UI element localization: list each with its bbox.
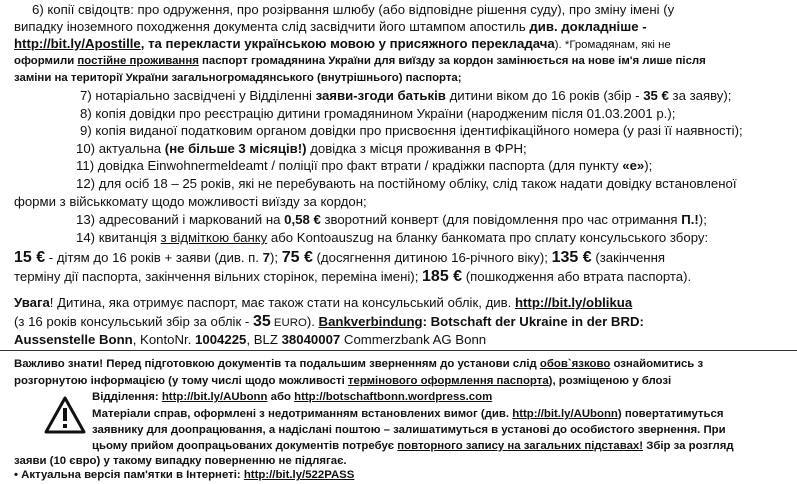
aubonn-link[interactable]: http://bit.ly/AUbonn (161, 391, 268, 403)
warning-triangle-icon (44, 396, 86, 434)
warning-line-3: цьому прийом доопрацьованих документів потребує повторного запису на загальних підставах! Збір за розгляд (92, 440, 734, 452)
important-note-line-2: розгорнутою інформацією (у тому числі щодо можливості термінового оформлення паспорта), розміщеною у блозі (14, 375, 672, 387)
attention-line: Увага! Дитина, яка отримує паспорт, має також стати на консульський облік, див. http://bit.ly/oblikua (14, 295, 633, 310)
item-7: 7) нотаріально засвідчені у Відділенні заяви-згоди батьків дитини віком до 16 років (збір - 35 € за заяву); (80, 88, 732, 103)
memo-link[interactable]: http://bit.ly/522PASS (243, 469, 355, 481)
item-6-line-1: 6) копії свідоцтв: про одруження, про розірвання шлюбу (або відповідне рішення суду), про зміну імені (у (32, 2, 675, 17)
item-9: 9) копія виданої податковим органом довідки про присвоєння ідентифікаційного номера (у разі її наявності); (80, 123, 743, 138)
bank-details-line: Aussenstelle Bonn, KontoNr. 1004225, BLZ 38040007 Commerzbank AG Bonn (14, 332, 487, 347)
item-13: 13) адресований і маркований на 0,58 € зворотний конверт (для повідомлення про час отримання П.!); (76, 212, 707, 227)
item-10: 10) актуальна (не більше 3 місяців!) довідка з місця проживання в ФРН; (76, 141, 527, 156)
warning-line-4: заяви (10 євро) у такому випадку поверненню не підлягає. (14, 455, 347, 467)
fees-line-1: 15 € - дітям до 16 років + заяви (див. п. 7); 75 € (досягнення дитиною 16-річного віку); 135 € (закінчення (14, 249, 666, 266)
section-divider (0, 350, 797, 351)
item-6-note-1: оформили постійне проживання паспорт громадянина України для виїзду за кордон замінюється на нове ім'я лише після (14, 55, 706, 67)
aubonn-link-2[interactable]: http://bit.ly/AUbonn (512, 408, 618, 420)
fees-line-2: терміну дії паспорта, закінчення вільних сторінок, переміна імені); 185 € (пошкодження або втрата паспорта). (14, 268, 692, 285)
item-8: 8) копія довідки про реєстрацію дитини громадянином України (народженим після 01.03.2001 р.); (80, 106, 676, 121)
registration-fee-line: (з 16 років консульський збір за облік - 35 EURO). Bankverbindung: Botschaft der Ukraine in der BRD: (14, 313, 644, 330)
apostille-link[interactable]: http://bit.ly/Apostille (14, 36, 141, 51)
important-note-line-3: Відділення: http://bit.ly/AUbonn або http://botschaftbonn.wordpress.com (92, 391, 493, 403)
item-6-line-2: випадку іноземного походження документа слід засвідчити його штампом апостиль див. докладніше - (14, 19, 647, 34)
warning-line-2: заявнику для доопрацювання, а надіслані поштою – залишатимуться в установі до особистого звернення. При (92, 424, 726, 436)
important-note-line-1: Важливо знати! Перед підготовкою документів та подальшим зверненням до установи слід обов`язково ознайомитись з (14, 358, 704, 370)
warning-line-1: Матеріали справ, оформлені з недотриманням встановлених вимог (див. http://bit.ly/AUbonn) повертатимуться (92, 408, 724, 420)
item-12-line-2: форми з військкомату щодо можливості виїзду за кордон; (14, 194, 367, 209)
footer-line: • Актуальна версія пам'ятки в Інтернеті: http://bit.ly/522PASS (14, 469, 355, 481)
blog-link[interactable]: http://botschaftbonn.wordpress.com (294, 391, 493, 403)
item-12-line-1: 12) для осіб 18 – 25 років, які не перебувають на постійному обліку, слід також надати довідку встановленої (76, 176, 737, 191)
item-6-note-2: заміни на території України загальногромадянського (внутрішнього) паспорта; (14, 72, 462, 84)
oblik-link[interactable]: http://bit.ly/oblikua (514, 295, 633, 310)
item-6-line-3: http://bit.ly/Apostille, та перекласти українською мовою у присяжного перекладача). *Громадянам, які не (14, 36, 671, 51)
item-11: 11) довідка Einwohnermeldeamt / поліції про факт втрати / крадіжки паспорта (для пункту «е»); (76, 158, 653, 173)
item-14: 14) квитанція з відміткою банку або Kontoauszug на бланку банкомата про сплату консульського збору: (76, 230, 709, 245)
